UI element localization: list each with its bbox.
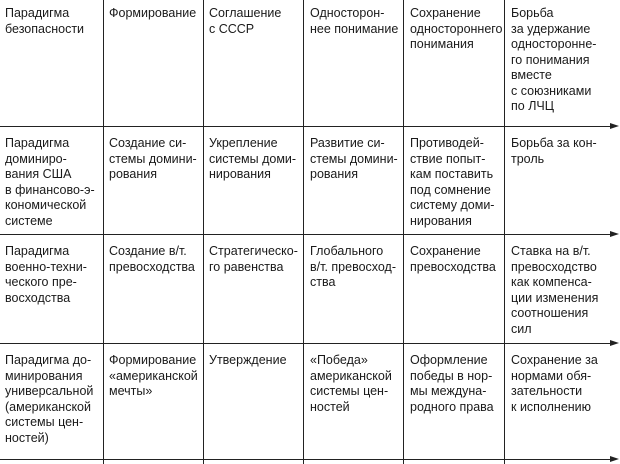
arrow-right-icon bbox=[610, 456, 619, 462]
arrow-right-icon bbox=[610, 123, 619, 129]
table-cell: Односторон- нее понимание bbox=[310, 6, 399, 36]
table-cell: Ставка на в/т. превосходство как компенса- ции изменения соотношения сил bbox=[511, 244, 599, 336]
table-cell: Борьба за кон- троль bbox=[511, 136, 597, 166]
table-cell: Сохранение за нормами обя- зательности к исполнению bbox=[511, 353, 598, 414]
column-divider bbox=[303, 0, 304, 464]
table-cell: Парадигма до- минирования универсальной (американской системы цен- ностей) bbox=[5, 353, 94, 445]
table-cell: Развитие си- стемы домини- рования bbox=[310, 136, 398, 181]
column-divider bbox=[403, 0, 404, 464]
column-divider bbox=[103, 0, 104, 464]
table-cell: Противодей- ствие попыт- кам поставить под сомнение систему доми- нирования bbox=[410, 136, 495, 228]
arrow-right-icon bbox=[610, 340, 619, 346]
table-cell: Сохранение превосходства bbox=[410, 244, 496, 274]
table-cell: Формирование bbox=[109, 6, 197, 20]
table-cell: Утверждение bbox=[209, 353, 287, 367]
arrow-right-icon bbox=[610, 231, 619, 237]
table-cell: Стратегическо- го равенства bbox=[209, 244, 298, 274]
table-cell: Парадигма военно-техни- ческого пре- восходства bbox=[5, 244, 87, 305]
table-cell: Создание си- стемы домини- рования bbox=[109, 136, 197, 181]
column-divider bbox=[203, 0, 204, 464]
row-arrow-line bbox=[0, 459, 610, 460]
table-cell: Укрепление системы доми- нирования bbox=[209, 136, 297, 181]
table-cell: Оформление победы в нор- мы междуна- родного права bbox=[410, 353, 494, 414]
row-arrow-line bbox=[0, 234, 610, 235]
table-cell: Сохранение одностороннего понимания bbox=[410, 6, 503, 51]
table-cell: Создание в/т. превосходства bbox=[109, 244, 195, 274]
row-arrow-line bbox=[0, 343, 610, 344]
table-cell: Глобального в/т. превосход- ства bbox=[310, 244, 397, 289]
table-cell: Парадигма безопасности bbox=[5, 6, 85, 36]
table-cell: «Победа» американской системы цен- ностей bbox=[310, 353, 392, 414]
table-cell: Формирование «американской мечты» bbox=[109, 353, 198, 398]
table-cell: Соглашение с СССР bbox=[209, 6, 282, 36]
table-cell: Парадигма доминиро- вания США в финансово-э- кономической системе bbox=[5, 136, 95, 228]
column-divider bbox=[504, 0, 505, 464]
table-cell: Борьба за удержание односторонне- го понимания вместе с союзниками по ЛЧЦ bbox=[511, 6, 597, 113]
row-arrow-line bbox=[0, 126, 610, 127]
